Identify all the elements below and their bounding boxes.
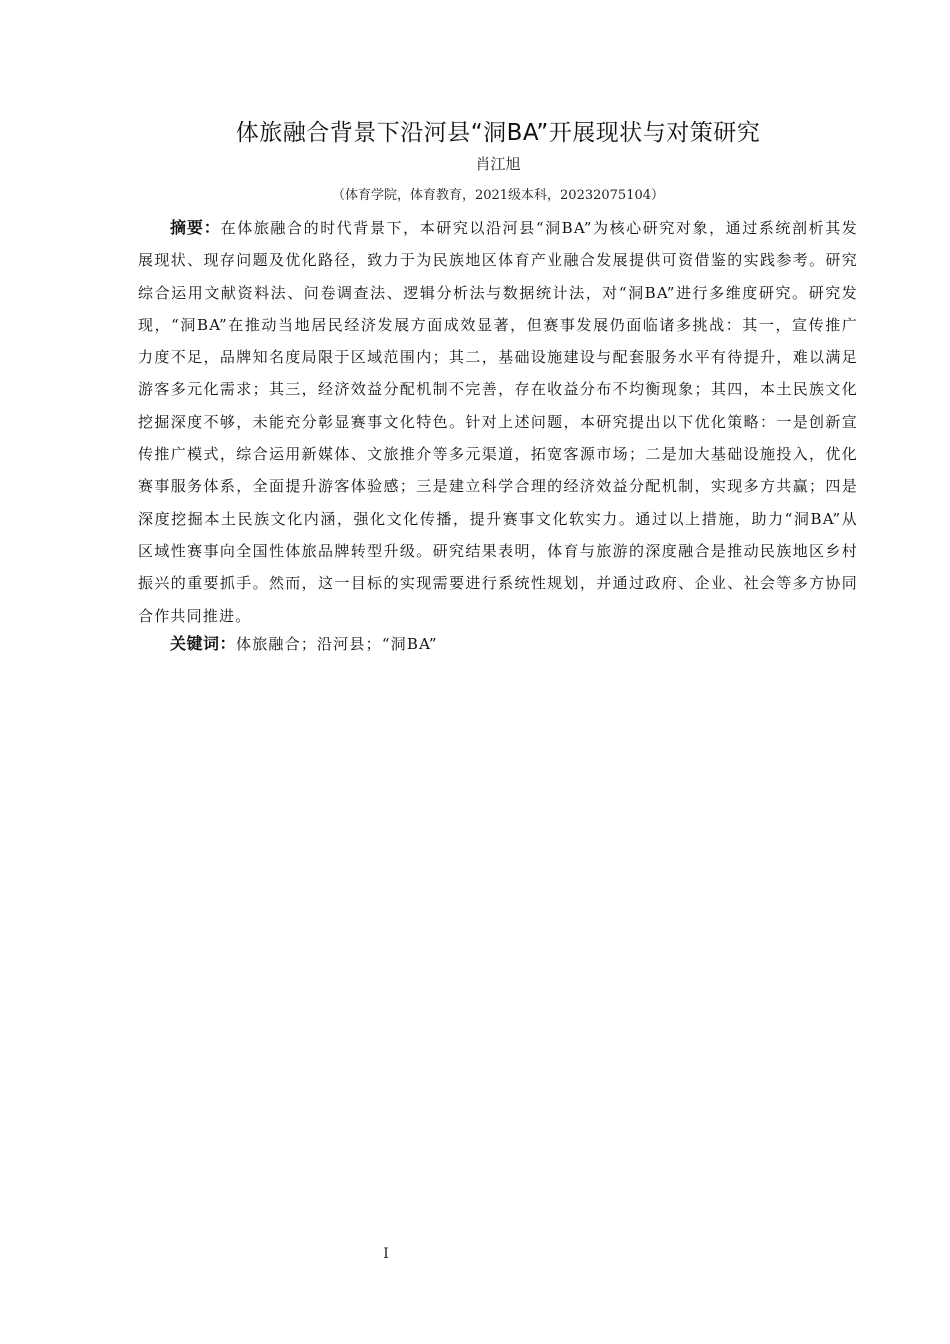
abstract-paragraph (138, 212, 858, 632)
paper-title: 体旅融合背景下沿河县“洞BA”开展现状与对策研究 (235, 120, 761, 146)
keywords-text: 体旅融合；沿河县；“洞BA” (236, 635, 438, 653)
page-number: I (383, 1246, 389, 1262)
keywords-label: 关键词： (170, 634, 237, 653)
abstract-text: 在体旅融合的时代背景下，本研究以沿河县“洞BA”为核心研究对象，通过系统剖析其发展现状、现存问题及优化路径，致力于为民族地区体育产业融合发展提供可资借鉴的实践参考。研究综合运用文献资料法、问卷调查法、逻辑分析法与数据统计法，对“洞BA”进行多维度研究。研究发现，“洞BA”在推动当地居民经济发展方面成效显著，但赛事发展仍面临诸多挑战：其一，宣传推广力度不足，品牌知名度局限于区域范围内；其二，基础设施建设与配套服务水平有待提升，难以满足游客多元化需求；其三，经济效益分配机制不完善，存在收益分布不均衡现象；其四，本土民族文化挖掘深度不够，未能充分彰显赛事文化特色。针对上述问题，本研究提出以下优化策略：一是创新宣传推广模式，综合运用新媒体、文旅推介等多元渠道，拓宽客源市场；二是加大基础设施投入，优化赛事服务体系，全面提升游客体验感；三是建立科学合理的经济效益分配机制，实现多方共赢；四是深度挖掘本土民族文化内涵，强化文化传播，提升赛事文化软实力。通过以上措施，助力“洞BA”从区域性赛事向全国性体旅品牌转型升级。研究结果表明，体育与旅游的深度融合是推动民族地区乡村振兴的重要抓手。然而，这一目标的实现需要进行系统性规划，并通过政府、企业、社会等多方协同合作共同推进。 (138, 219, 858, 625)
abstract-label: 摘要： (170, 218, 221, 237)
keywords-paragraph (138, 628, 858, 660)
author-affiliation: （体育学院，体育教育，2021级本科，20232075104） (331, 188, 665, 203)
author-name: 肖江旭 (475, 155, 521, 173)
